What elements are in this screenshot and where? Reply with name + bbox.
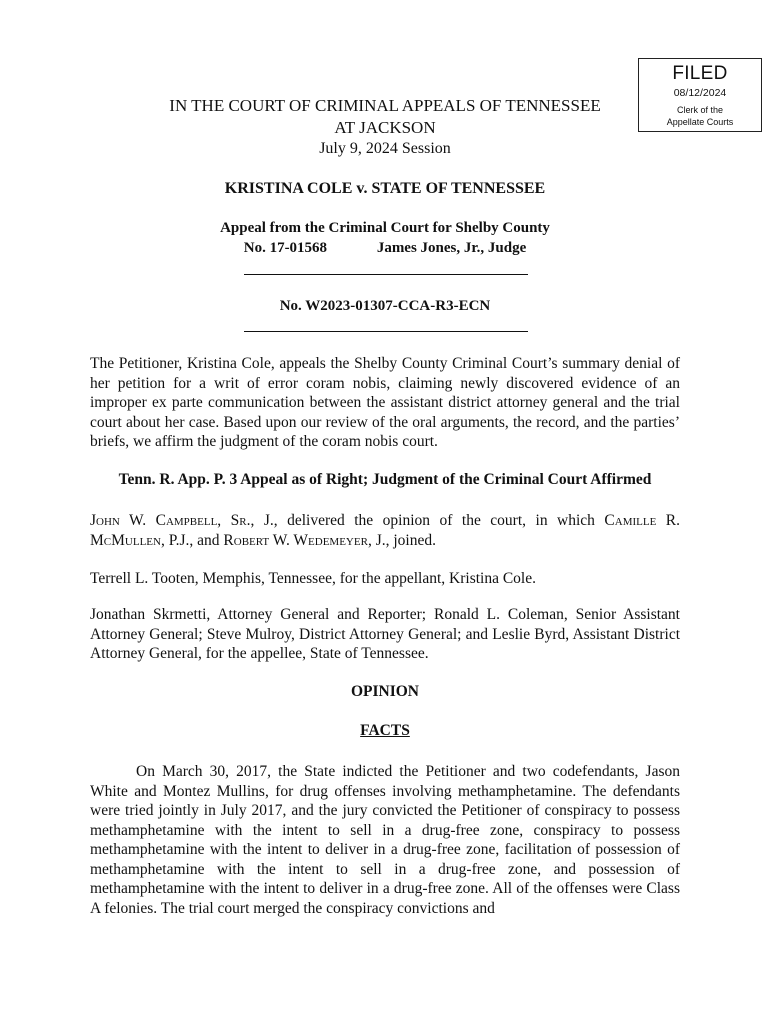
case-caption: KRISTINA COLE v. STATE OF TENNESSEE xyxy=(224,180,546,197)
case-summary: The Petitioner, Kristina Cole, appeals the Shelby County Criminal Court’s summary denial of her petition for a writ of error coram nobis, claiming newly discovered evidence of an improper ex parte communication between the assistant district attorney general and the trial court about her case. Based upon our review of the oral arguments, the record, and the parties’ briefs, we affirm the judgment of the coram nobis court. xyxy=(90,355,680,450)
opinion-heading: OPINION xyxy=(350,683,420,700)
trial-case-number: No. 17-01568 xyxy=(243,240,328,256)
author-judge: John W. Campbell, Sr., J. xyxy=(90,512,274,529)
judges-text-2: , P.J., and xyxy=(160,531,224,549)
judges-text-3: , J., joined. xyxy=(367,531,436,549)
holding-line: Tenn. R. App. P. 3 Appeal as of Right; Judgment of the Criminal Court Affirmed xyxy=(118,471,652,488)
judges-text-1: , delivered the opinion of the court, in which xyxy=(273,512,605,529)
facts-heading: FACTS xyxy=(360,722,410,739)
trial-case-info xyxy=(0,240,770,257)
filed-stamp-date: 08/12/2024 xyxy=(673,87,727,99)
joining-judge: Robert W. Wedemeyer xyxy=(223,531,368,549)
filed-stamp-title: FILED xyxy=(672,63,728,84)
court-location: AT JACKSON xyxy=(334,118,436,137)
appeal-origin: Appeal from the Criminal Court for Shelby County xyxy=(220,220,550,236)
presiding-judge: Camille R. McMullen xyxy=(90,512,680,549)
divider-bottom xyxy=(244,331,528,332)
facts-paragraph: On March 30, 2017, the State indicted the Petitioner and two codefendants, Jason White and Montez Mullins, for drug offenses involving methamphetamine. The defendants were tried jointly in July 2017, and the jury convicted the Petitioner of conspiracy to possess methamphetamine with the intent to sell in a drug-free zone, conspiracy to possess methamphetamine with the intent to deliver in a drug-free zone, facilitation of possession of methamphetamine with the intent to sell in a drug-free zone, and possession of methamphetamine with the intent to deliver in a drug-free zone. All of the offenses were Class A felonies. The trial court merged the conspiracy convictions and xyxy=(90,763,680,917)
session-date: July 9, 2024 Session xyxy=(319,140,451,157)
judges-statement xyxy=(90,511,680,550)
counsel-appellant: Terrell L. Tooten, Memphis, Tennessee, for the appellant, Kristina Cole. xyxy=(90,570,536,587)
counsel-appellee: Jonathan Skrmetti, Attorney General and Reporter; Ronald L. Coleman, Senior Assistant Attorney General; Steve Mulroy, District Attorney General; and Leslie Byrd, Assistant District Attorney General, for the appellee, State of Tennessee. xyxy=(90,606,680,662)
filed-stamp-clerk: Clerk of the xyxy=(676,105,724,115)
docket-number: No. W2023-01307-CCA-R3-ECN xyxy=(279,298,491,314)
trial-judge: James Jones, Jr., Judge xyxy=(376,240,527,256)
court-name: IN THE COURT OF CRIMINAL APPEALS OF TENNESSEE xyxy=(169,96,601,115)
divider-top xyxy=(244,274,528,275)
filed-stamp-courts: Appellate Courts xyxy=(666,117,734,127)
